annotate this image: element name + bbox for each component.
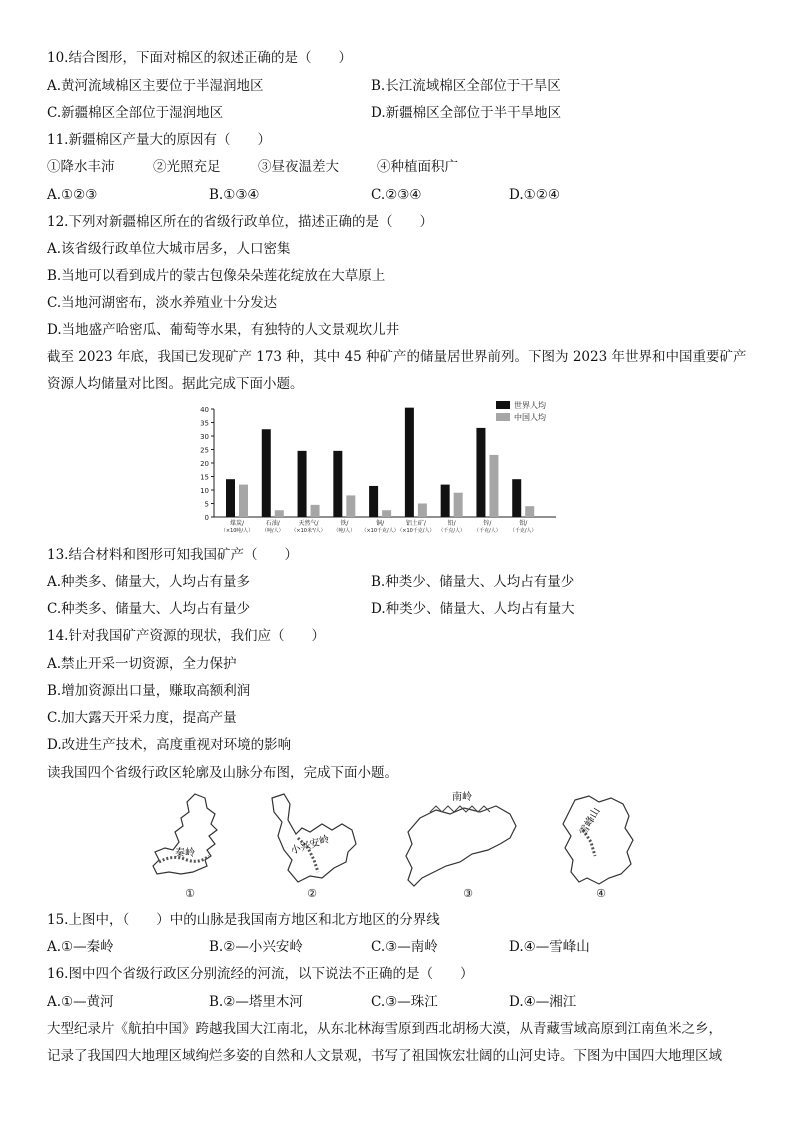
q12-stem: 12.下列对新疆棉区所在的省级行政单位，描述正确的是（ ） xyxy=(47,214,433,230)
mineral-intro-line2: 资源人均储量对比图。据此完成下面小题。 xyxy=(47,376,304,392)
q16-option-a[interactable]: A.①—黄河 xyxy=(47,994,114,1010)
y-tick-label: 25 xyxy=(200,446,209,455)
q13-option-a[interactable]: A.种类多、储量大，人均占有量多 xyxy=(47,574,251,590)
map2-caption: ② xyxy=(307,887,317,900)
q12-option-a[interactable]: A.该省级行政单位大城市居多，人口密集 xyxy=(47,241,291,257)
bar-world xyxy=(441,485,450,517)
bar-world xyxy=(369,486,378,517)
category-unit-label: （吨/人） xyxy=(333,528,356,534)
q10-stem: 10.结合图形，下面对棉区的叙述正确的是（ ） xyxy=(47,50,352,66)
q10-option-a[interactable]: A.黄河流域棉区主要位于半湿润地区 xyxy=(47,78,264,94)
q11-item-2: ②光照充足 xyxy=(153,159,221,175)
category-label: 锌/ xyxy=(483,520,492,527)
q10-option-c[interactable]: C.新疆棉区全部位于湿润地区 xyxy=(47,105,224,121)
q16-option-d[interactable]: D.④—湘江 xyxy=(509,994,577,1010)
q11-option-c[interactable]: C.②③④ xyxy=(371,187,422,203)
q10-option-b[interactable]: B.长江流域棉区全部位于干旱区 xyxy=(371,78,561,94)
category-unit-label: （千克/人） xyxy=(509,528,537,534)
q14-option-b[interactable]: B.增加资源出口量，赚取高额利润 xyxy=(47,683,251,699)
q16-option-b[interactable]: B.②—塔里木河 xyxy=(209,994,303,1010)
q15-option-c[interactable]: C.③—南岭 xyxy=(371,939,438,955)
y-tick-label: 20 xyxy=(200,460,209,468)
map1-mountain-label: 秦岭 xyxy=(175,848,195,859)
map3-mountain-label: 南岭 xyxy=(452,792,472,803)
mineral-bar-chart xyxy=(196,399,566,539)
bar-china xyxy=(454,493,463,517)
y-tick-label: 30 xyxy=(200,433,209,441)
bar-china xyxy=(346,495,355,517)
mineral-intro-line1: 截至 2023 年底，我国已发现矿产 173 种，其中 45 种矿产的储量居世界前列。下图为 2023 年世界和中国重要矿产 xyxy=(47,349,747,365)
bar-world xyxy=(226,479,235,517)
q16-option-c[interactable]: C.③—珠江 xyxy=(371,994,438,1010)
q13-stem: 13.结合材料和图形可知我国矿产（ ） xyxy=(47,547,298,563)
category-label: 煤炭/ xyxy=(229,520,245,527)
category-label: 天然气/ xyxy=(298,520,319,527)
bar-world xyxy=(476,428,485,517)
q11-option-d[interactable]: D.①②④ xyxy=(509,187,560,203)
q15-option-a[interactable]: A.①—秦岭 xyxy=(47,939,114,955)
q15-stem: 15.上图中，（ ）中的山脉是我国南方地区和北方地区的分界线 xyxy=(47,912,440,928)
category-unit-label: （×10吨/人） xyxy=(220,528,254,534)
map4-caption: ④ xyxy=(596,887,606,900)
q15-option-d[interactable]: D.④—雪峰山 xyxy=(509,939,590,955)
category-unit-label: （吨/人） xyxy=(261,528,284,534)
doc-intro-line2: 记录了我国四大地理区域绚烂多姿的自然和人文景观，书写了祖国恢宏壮阔的山河史诗。下图为中国四大地理区域 xyxy=(47,1048,722,1064)
category-label: 石油/ xyxy=(265,520,280,527)
q14-option-a[interactable]: A.禁止开采一切资源，全力保护 xyxy=(47,656,237,672)
bar-world xyxy=(512,479,521,517)
bar-world xyxy=(298,451,307,517)
q11-stem: 11.新疆棉区产量大的原因有（ ） xyxy=(47,132,271,148)
y-tick-label: 0 xyxy=(204,514,209,522)
map2-mountain-label: 小兴安岭 xyxy=(289,834,331,857)
category-label: 铜/ xyxy=(376,520,385,527)
category-label: 铝土矿/ xyxy=(405,520,426,527)
legend-label: 中国人均 xyxy=(514,413,546,422)
q14-stem: 14.针对我国矿产资源的现状，我们应（ ） xyxy=(47,628,325,644)
bar-china xyxy=(275,510,284,517)
q13-option-b[interactable]: B.种类少、储量大、人均占有量少 xyxy=(371,574,575,590)
q13-option-d[interactable]: D.种类少、储量大、人均占有量大 xyxy=(371,601,575,617)
bar-world xyxy=(333,451,342,517)
category-unit-label: （×10千克/人） xyxy=(397,528,435,534)
category-label: 铁/ xyxy=(340,520,349,527)
q13-option-c[interactable]: C.种类多、储量大、人均占有量少 xyxy=(47,601,251,617)
y-tick-label: 40 xyxy=(200,406,209,414)
province-map-3 xyxy=(400,790,530,890)
province-map-4 xyxy=(555,790,645,890)
q12-option-d[interactable]: D.当地盛产哈密瓜、葡萄等水果，有独特的人文景观坎儿井 xyxy=(47,322,400,338)
q11-option-b[interactable]: B.①③④ xyxy=(209,187,260,203)
q12-option-b[interactable]: B.当地可以看到成片的蒙古包像朵朵莲花绽放在大草原上 xyxy=(47,268,386,284)
q14-option-c[interactable]: C.加大露天开采力度，提高产量 xyxy=(47,710,237,726)
y-tick-label: 15 xyxy=(200,473,209,482)
q12-option-c[interactable]: C.当地河湖密布，淡水养殖业十分发达 xyxy=(47,295,278,311)
legend-label: 世界人均 xyxy=(514,401,546,410)
q11-item-1: ①降水丰沛 xyxy=(47,159,115,175)
bar-china xyxy=(239,485,248,517)
bar-china xyxy=(382,510,391,517)
category-unit-label: （千克/人） xyxy=(438,528,466,534)
q11-option-a[interactable]: A.①②③ xyxy=(47,187,98,203)
category-unit-label: （×10米³/人） xyxy=(291,528,326,534)
y-tick-label: 10 xyxy=(200,487,209,495)
bar-world xyxy=(405,408,414,517)
y-tick-label: 35 xyxy=(200,419,209,428)
bar-china xyxy=(489,455,498,517)
q11-item-3: ③昼夜温差大 xyxy=(258,159,339,175)
bar-world xyxy=(262,429,271,517)
q10-option-d[interactable]: D.新疆棉区全部位于半干旱地区 xyxy=(371,105,562,121)
map1-caption: ① xyxy=(185,887,195,900)
legend-swatch xyxy=(496,413,510,421)
category-label: 铅/ xyxy=(447,520,456,527)
q14-option-d[interactable]: D.改进生产技术，高度重视对环境的影响 xyxy=(47,737,292,753)
q16-stem: 16.图中四个省级行政区分别流经的河流，以下说法不正确的是（ ） xyxy=(47,966,474,982)
y-tick-label: 5 xyxy=(204,500,209,509)
map3-caption: ③ xyxy=(463,887,473,900)
q11-item-4: ④种植面积广 xyxy=(377,159,458,175)
category-label: 钼/ xyxy=(519,520,528,527)
map-intro: 读我国四个省级行政区轮廓及山脉分布图，完成下面小题。 xyxy=(47,765,398,781)
category-unit-label: （×10千克/人） xyxy=(361,528,399,534)
bar-china xyxy=(418,504,427,518)
province-map-2 xyxy=(262,790,372,890)
province-map-1 xyxy=(145,790,245,890)
doc-intro-line1: 大型纪录片《航拍中国》跨越我国大江南北，从东北林海雪原到西北胡杨大漠，从青藏雪域高原到江南鱼米之乡， xyxy=(47,1021,722,1037)
bar-china xyxy=(311,505,320,517)
q15-option-b[interactable]: B.②—小兴安岭 xyxy=(209,939,303,955)
bar-china xyxy=(525,506,534,517)
legend-swatch xyxy=(496,401,510,409)
map4-mountain-label: 雪峰山 xyxy=(578,806,603,838)
category-unit-label: （千克/人） xyxy=(474,528,501,534)
